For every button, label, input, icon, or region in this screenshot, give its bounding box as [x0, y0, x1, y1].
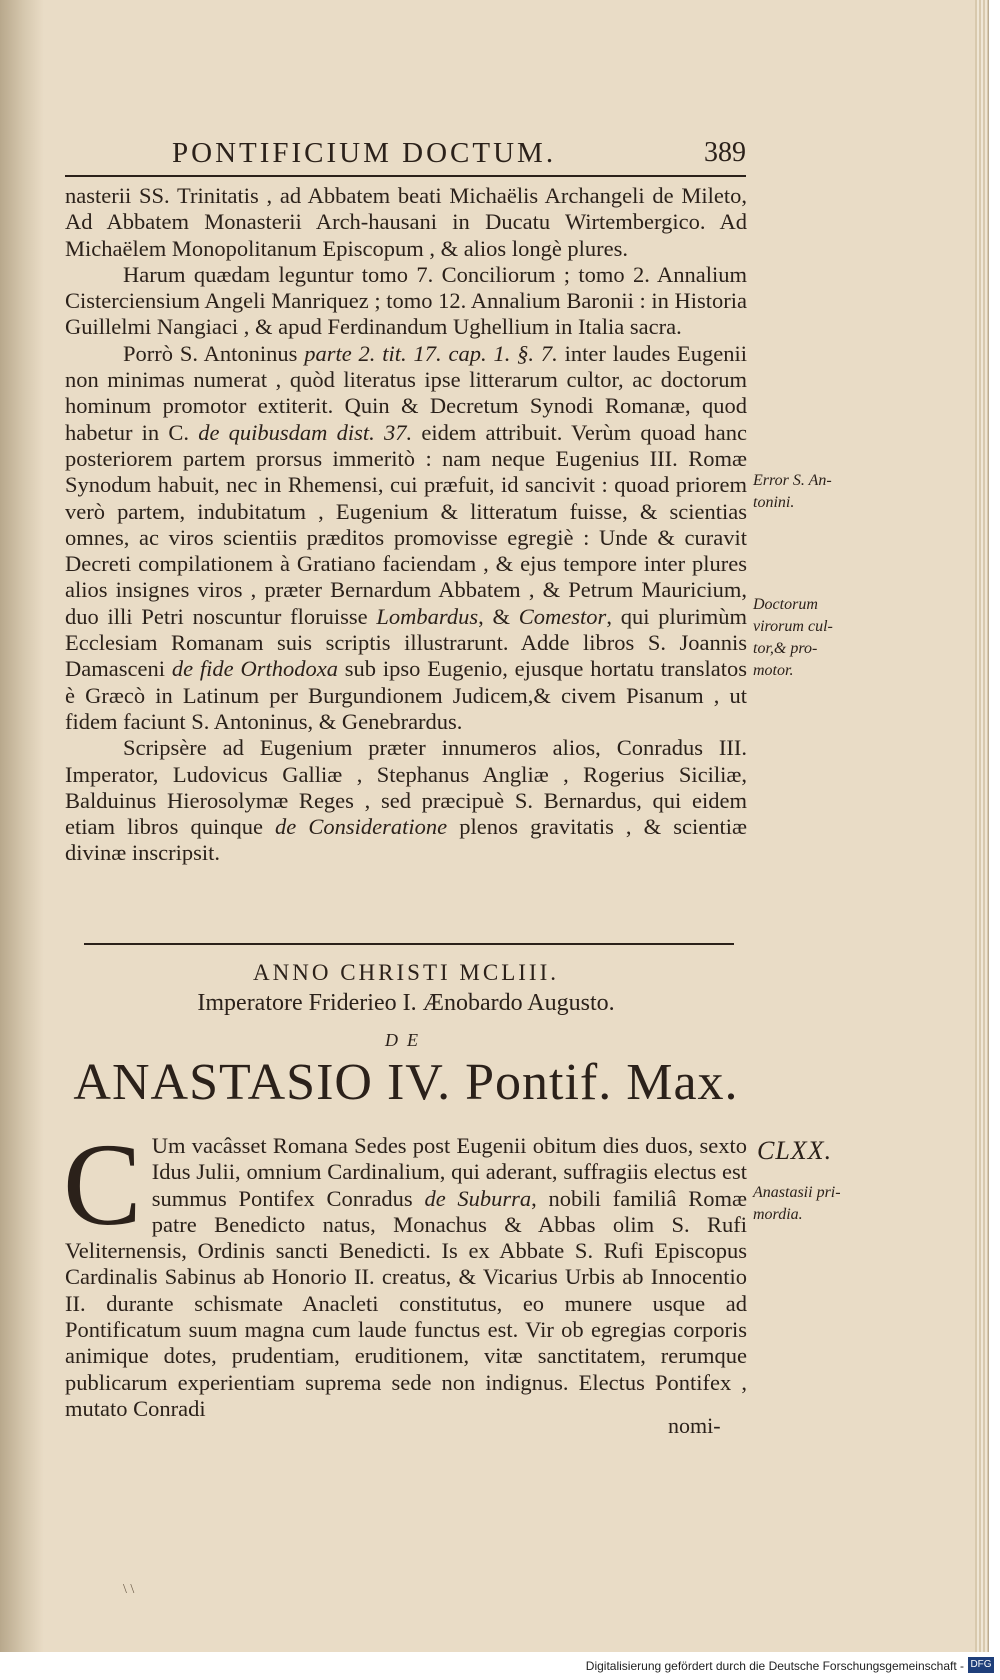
- marginal-line: Anastasii pri-: [753, 1184, 841, 1201]
- ink-marks: \ \: [123, 1582, 135, 1597]
- marginal-line: virorum cul-: [753, 618, 833, 635]
- title-italic: de Consideratione: [275, 814, 448, 840]
- footer-bar: [0, 1652, 1000, 1680]
- chapter-title: ANASTASIO IV. Pontif. Max.: [73, 1054, 739, 1111]
- section-rule: [84, 943, 734, 945]
- catchword: nomi-: [668, 1413, 721, 1438]
- marginal-note-anastasii: [753, 1182, 863, 1226]
- dfg-logo-icon: DFG: [968, 1657, 994, 1673]
- name-italic: Lombardus: [376, 603, 479, 629]
- section-two-text: [63, 1119, 747, 1422]
- marginal-line: tor,& pro-: [753, 640, 818, 657]
- marginal-line: motor.: [753, 662, 794, 679]
- name-italic: Comestor: [518, 603, 607, 629]
- text-run: , qui plurimùm Ecclesiam Romanam suis scriptis illustrarunt. Adde libros S. Joannis Damasceni: [65, 603, 747, 682]
- text-run: , &: [478, 603, 511, 629]
- name-italic: de Suburra: [424, 1185, 532, 1211]
- paragraph: Harum quædam leguntur tomo 7. Conciliorum ; tomo 2. Annalium Cisterciensium Angeli Manriquez ; tomo 12. Annalium Baronii : in Historia Guillelmi Nangiaci , & apud Ferdinandum Ughellium in Italia sacra.: [65, 261, 747, 340]
- text-run: plenos gravitatis , & scientiæ divinæ inscripsit.: [65, 814, 748, 866]
- marginal-line: Doctorum: [753, 596, 818, 613]
- text-run: Um vacâsset Romana Sedes post Eugenii obitum dies duos, sexto Idus Julii, omnium Cardinalium, qui aderant, suffragiis electus est summus Pontifex Conradus: [151, 1133, 747, 1211]
- running-header: [172, 135, 746, 175]
- footer-credit: Digitalisierung gefördert durch die Deutsche Forschungsgemeinschaft -: [585, 1659, 964, 1673]
- marginal-note-error: [753, 470, 863, 514]
- year-heading: ANNO CHRISTI MCLIII.: [253, 960, 559, 985]
- citation: parte 2. tit. 17. cap. 1. §. 7.: [304, 340, 558, 366]
- text-run: eidem attribuit. Verùm quoad hanc posteriorem partem prorsus immeritò : nam neque Eugenius III. Romæ Synodum habuit, nec in Rhemensi, cui præfuit, id sancivit : quoad priorem verò partem, indubitatum , Eugenium & litteratum fuisse, & scientias omnes, ac viros scientiis præditos promovisse egregiè : Unde & curavit Decreti compilationem à Gratiano faciendam , & ejus tempore inter plures alios insignes viros , præter Bernardum Abbatem , & Petrum Mauricium, duo illi Petri noscuntur floruisse: [65, 419, 748, 629]
- de-heading: DE: [385, 1030, 427, 1050]
- text-run: , nobili familiâ Romæ patre Benedicto natus, Monachus & Abbas olim S. Rufi Veliternensis, Ordinis sancti Benedicti. Is ex Abbate S. Rufi Episcopus Cardinalis Sabinus ab Honorio II. creatus, & Vicarius Urbis ab Innocentio II. durante schismate Anacleti constitutus, eo munere usque ad Pontificatum suum magna cum laude functus est. Vir ob egregias corporis animique dotes, prudentiam, eruditionem, vitæ sanctitatem, rerumque publicarum experientiam suprema sede non indignus. Electus Pontifex , mutato Conradi: [65, 1185, 747, 1421]
- marginal-line: mordia.: [753, 1206, 803, 1223]
- emperor-heading: Imperatore Friderieo I. Ænobardo Augusto.: [197, 990, 615, 1016]
- text-run: sub ipso Eugenio, ejusque hortatu translatos è Græcò in Latinum per Burgundionem Judicem,& civem Pisanum , ut fidem faciunt S. Antoninus, & Genebrardus.: [65, 656, 748, 734]
- page-number: 389: [704, 137, 746, 168]
- page-edges: [975, 0, 988, 1652]
- paragraph: nasterii SS. Trinitatis , ad Abbatem beati Michaëlis Archangeli de Mileto, Ad Abbatem Monasterii Arch-hausani in Ducatu Wirtembergico. Ad Michaëlem Monopolitanum Episcopum , & alios longè plures.: [65, 183, 747, 261]
- binding-gutter: [0, 0, 44, 1652]
- title-italic: de fide Orthodoxa: [171, 656, 338, 682]
- text-run: inter laudes Eugenii non minimas numerat , quòd literatus ipse litterarum cultor, ac doctorum hominum promotor extiterit. Quin & Decretum Synodi Romanæ, quod habetur in C.: [65, 340, 748, 445]
- drop-cap: C: [63, 1119, 142, 1250]
- paragraph: [63, 1119, 747, 1422]
- section-one-text: [65, 183, 747, 867]
- text-run: Scripsère ad Eugenium præter innumeros alios, Conradus III. Imperator, Ludovicus Galliæ , Stephanus Angliæ , Rogerius Siciliæ, Balduinus Hierosolymæ Reges , sed præcipuè S. Bernardus, qui eidem etiam libros quinque: [65, 735, 747, 840]
- text-run: Porrò S. Antoninus: [123, 340, 298, 366]
- paragraph: [65, 735, 747, 866]
- paragraph: [65, 341, 747, 735]
- citation: de quibusdam dist. 37.: [198, 419, 413, 445]
- marginal-line: Error S. An-: [753, 472, 832, 489]
- marginal-line: tonini.: [753, 494, 795, 511]
- chapter-number: CLXX.: [757, 1136, 833, 1165]
- marginal-note-doctorum: [753, 594, 863, 682]
- header-rule: [65, 175, 746, 177]
- running-title: PONTIFICIUM DOCTUM.: [172, 137, 557, 169]
